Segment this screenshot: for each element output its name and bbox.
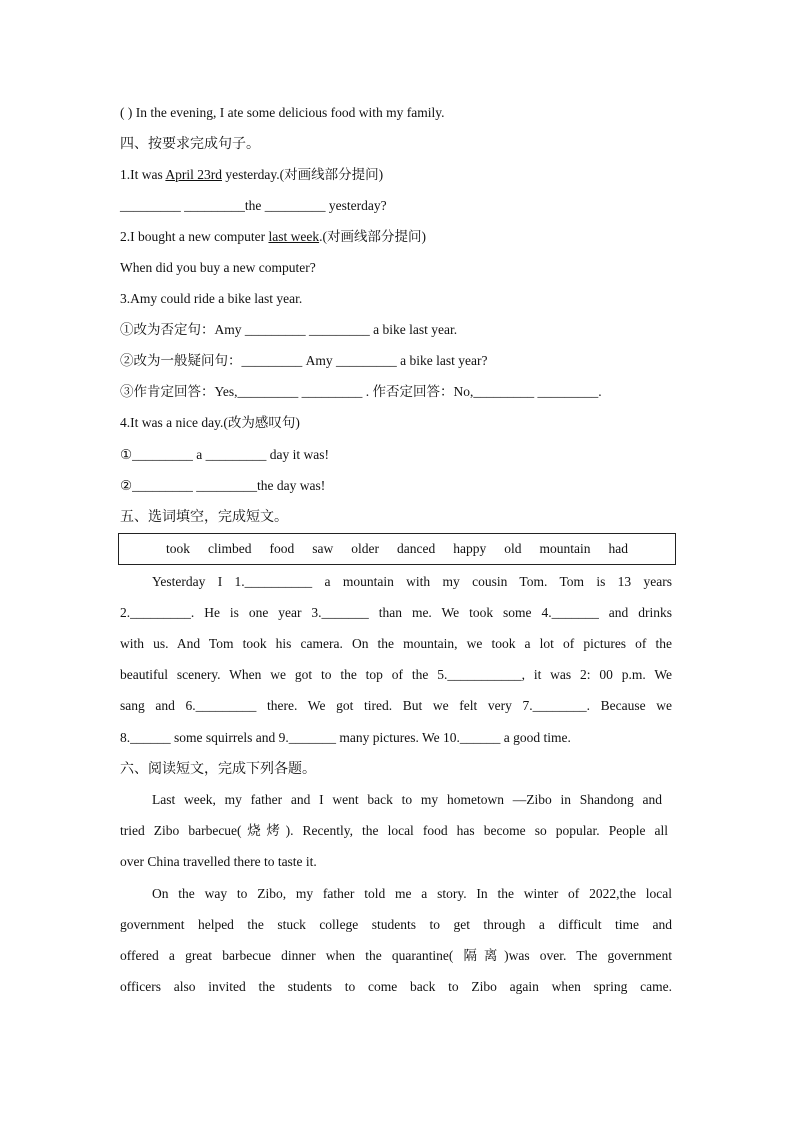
question-4-exclamation-a: ①_________ a _________ day it was! xyxy=(120,447,329,462)
word-bank-item: danced xyxy=(397,541,436,556)
question-3-general-question: ②改为一般疑问句：_________ Amy _________ a bike last year? xyxy=(120,353,488,368)
section-6-heading: 六、阅读短文，完成下列各题。 xyxy=(120,761,316,777)
q1-underlined: April 23rd xyxy=(165,167,222,182)
question-3: 3.Amy could ride a bike last year. xyxy=(120,291,303,306)
passage-6-line-4: On the way to Zibo, my father told me a story. In the winter of 2022,the local xyxy=(152,886,672,901)
q1-text: 1.It was xyxy=(120,167,166,182)
question-4-exclamation-b: ②_________ _________the day was! xyxy=(120,478,326,493)
q2-text: 2.I bought a new computer xyxy=(120,229,269,244)
question-1 xyxy=(120,166,383,184)
passage-5-line-1: Yesterday I 1.__________ a mountain with my cousin Tom. Tom is 13 years xyxy=(152,574,672,589)
passage-5-line-3: with us. And Tom took his camera. On the mountain, we took a lot of pictures of the xyxy=(120,636,672,651)
word-bank-item: mountain xyxy=(539,541,591,556)
passage-5-line-4: beautiful scenery. When we got to the top of the 5.___________, it was 2: 00 p.m. We xyxy=(120,667,672,682)
word-bank-item: older xyxy=(351,541,379,556)
word-bank-item: took xyxy=(165,541,190,556)
word-bank-box xyxy=(118,533,676,565)
question-3-negative: ①改为否定句：Amy _________ _________ a bike last year. xyxy=(120,322,458,337)
section-5-heading: 五、选词填空，完成短文。 xyxy=(120,509,288,525)
word-bank-item: food xyxy=(269,541,295,556)
passage-5-line-6: 8.______ some squirrels and 9._______ many pictures. We 10.______ a good time. xyxy=(120,730,571,745)
line-previous-question: ( ) In the evening, I ate some delicious food with my family. xyxy=(120,105,445,120)
section-4-heading: 四、按要求完成句子。 xyxy=(120,136,260,152)
word-bank-item: happy xyxy=(453,541,487,556)
q2-underlined: last week xyxy=(268,229,320,244)
question-3-answers: ③作肯定回答：Yes,_________ _________ . 作否定回答：No,_________ _________. xyxy=(120,384,602,399)
q2-instruction: .(对画线部分提问) xyxy=(319,229,426,244)
passage-6-line-6: offered a great barbecue dinner when the quarantine( 隔离)was over. The government xyxy=(120,948,672,963)
passage-5-line-5: sang and 6._________ there. We got tired. But we felt very 7.________. Because we xyxy=(120,698,672,713)
passage-6-line-3: over China travelled there to taste it. xyxy=(120,854,317,869)
question-2 xyxy=(120,228,426,246)
question-1-answer: _________ _________the _________ yesterday? xyxy=(120,198,387,213)
passage-6-line-2: tried Zibo barbecue(烧烤). Recently, the local food has become so popular. People all xyxy=(120,823,668,838)
question-4: 4.It was a nice day.(改为感叹句) xyxy=(120,415,300,430)
word-bank-item: had xyxy=(608,541,628,556)
word-bank-item: saw xyxy=(312,541,334,556)
passage-6-line-1: Last week, my father and I went back to my hometown —Zibo in Shandong and xyxy=(152,792,662,807)
passage-6-line-5: government helped the stuck college students to get through a difficult time and xyxy=(120,917,672,932)
q1-instruction: yesterday.(对画线部分提问) xyxy=(222,167,384,182)
passage-6-line-7: officers also invited the students to come back to Zibo again when spring came. xyxy=(120,979,672,994)
word-bank-item: climbed xyxy=(208,541,252,556)
passage-5-line-2: 2._________. He is one year 3._______ than me. We took some 4._______ and drinks xyxy=(120,605,672,620)
word-bank-item: old xyxy=(504,541,522,556)
question-2-answer: When did you buy a new computer? xyxy=(120,260,316,275)
